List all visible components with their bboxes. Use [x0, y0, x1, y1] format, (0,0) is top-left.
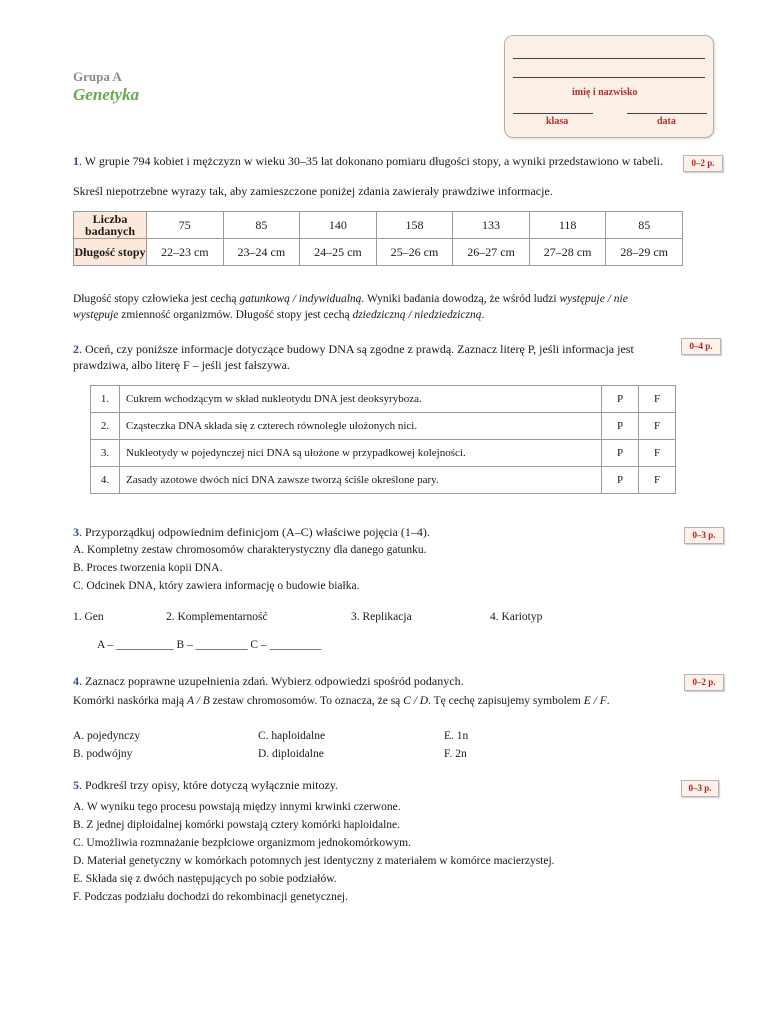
date-line[interactable] [627, 113, 707, 114]
points-badge: 0–2 p. [683, 155, 723, 172]
question-2-number: 2 [73, 342, 79, 356]
table-row [91, 440, 676, 467]
strike-option-2[interactable]: występuje / nie występuje [73, 293, 628, 321]
mitosis-option[interactable]: E. Składa się z dwóch następujących po sobie podziałów. [73, 873, 337, 885]
dna-true-false-table [90, 385, 676, 494]
question-5-prompt: . Podkreśl trzy opisy, które dotyczą wyłącznie mitozy. [79, 778, 339, 792]
topic-title: Genetyka [73, 85, 140, 104]
table-cell: 85 [223, 212, 300, 239]
choice-cd[interactable]: C / D [403, 695, 429, 707]
definition-item: B. Proces tworzenia kopii DNA. [73, 562, 223, 574]
table-row [91, 386, 676, 413]
class-label: klasa [546, 116, 569, 127]
question-1-text [73, 153, 673, 169]
mitosis-option[interactable]: A. W wyniku tego procesu powstają między innymi krwinki czerwone. [73, 801, 401, 813]
true-option[interactable]: P [602, 386, 639, 413]
table-cell: 27–28 cm [529, 239, 606, 266]
true-option[interactable]: P [602, 413, 639, 440]
question-5-options [73, 798, 693, 906]
question-1-instruction: Skreśl niepotrzebne wyrazy tak, aby zamieszczone poniżej zdania zawierały prawdziwe informacje. [73, 184, 553, 198]
mitosis-option[interactable]: C. Umożliwia rozmnażanie bezpłciowe organizmom jednokomórkowym. [73, 837, 411, 849]
table-cell: 85 [606, 212, 683, 239]
sentence-part: Długość stopy człowieka jest cechą [73, 293, 240, 305]
term-item: 4. Kariotyp [490, 611, 543, 623]
question-2-prompt: . Oceń, czy poniższe informacje dotyczące budowy DNA są zgodne z prawdą. Zaznacz literę P, jeśli informacja jest prawdziwa, albo literę F – jeśli jest fałszywa. [73, 342, 634, 372]
term-item: 2. Komplementarność [166, 611, 268, 623]
student-info-box [504, 35, 714, 138]
mitosis-option[interactable]: F. Podczas podziału dochodzi do rekombinacji genetycznej. [73, 891, 348, 903]
name-line-1[interactable] [513, 58, 705, 59]
table-cell: 23–24 cm [223, 239, 300, 266]
table-row [74, 239, 683, 266]
statement: Cukrem wchodzącym w skład nukleotydu DNA jest deoksyryboza. [120, 386, 602, 413]
points-badge: 0–2 p. [684, 674, 724, 691]
question-5-number: 5 [73, 778, 79, 792]
row-number: 1. [91, 386, 120, 413]
false-option[interactable]: F [639, 413, 676, 440]
question-4-number: 4 [73, 674, 79, 688]
sentence-part: zestaw chromosomów. To oznacza, że są [209, 695, 404, 707]
sentence-part: . Tę cechę zapisujemy symbolem [428, 695, 584, 707]
table-cell: 118 [529, 212, 606, 239]
definition-item: C. Odcinek DNA, który zawiera informację o budowie białka. [73, 580, 360, 592]
true-option[interactable]: P [602, 440, 639, 467]
false-option[interactable]: F [639, 386, 676, 413]
question-3-number: 3 [73, 525, 79, 539]
table-header-cell: Długość stopy [74, 239, 147, 266]
term-item: 1. Gen [73, 611, 104, 623]
question-4-text [73, 673, 673, 689]
statement: Zasady azotowe dwóch nici DNA zawsze tworzą ściśle określone pary. [120, 467, 602, 494]
question-3-definitions [73, 541, 427, 595]
question-3-text [73, 524, 673, 540]
date-label: data [657, 116, 676, 127]
true-option[interactable]: P [602, 467, 639, 494]
table-cell: 22–23 cm [147, 239, 224, 266]
strike-option-1[interactable]: gatunkową / indywidualną [239, 293, 362, 305]
mitosis-option[interactable]: D. Materiał genetyczny w komórkach potomnych jest identyczny z materiałem w komórce macierzystej. [73, 855, 555, 867]
table-row [91, 413, 676, 440]
points-badge: 0–4 p. [681, 338, 721, 355]
false-option[interactable]: F [639, 467, 676, 494]
class-line[interactable] [513, 113, 593, 114]
choice-ab[interactable]: A / B [187, 695, 210, 707]
table-cell: 75 [147, 212, 224, 239]
false-option[interactable]: F [639, 440, 676, 467]
name-label: imię i nazwisko [572, 87, 638, 98]
option-item[interactable]: B. podwójny [73, 748, 133, 760]
option-item[interactable]: A. pojedynczy [73, 730, 141, 742]
table-cell: 26–27 cm [453, 239, 530, 266]
sentence-part: zmienność organizmów. Długość stopy jest cechą [118, 309, 353, 321]
choice-ef[interactable]: E / F [583, 695, 607, 707]
option-item[interactable]: D. diploidalne [258, 748, 324, 760]
points-badge: 0–3 p. [684, 527, 724, 544]
term-item: 3. Replikacja [351, 611, 412, 623]
table-cell: 28–29 cm [606, 239, 683, 266]
question-4-prompt: . Zaznacz poprawne uzupełnienia zdań. Wybierz odpowiedzi spośród podanych. [79, 674, 464, 688]
question-4-sentence [73, 693, 673, 709]
table-cell: 25–26 cm [376, 239, 453, 266]
option-item[interactable]: E. 1n [444, 730, 469, 742]
question-2-text [73, 341, 678, 373]
table-cell: 133 [453, 212, 530, 239]
sentence-part: Komórki naskórka mają [73, 695, 188, 707]
mitosis-option[interactable]: B. Z jednej diploidalnej komórki powstają cztery komórki haploidalne. [73, 819, 401, 831]
foot-length-table [73, 211, 683, 266]
row-number: 3. [91, 440, 120, 467]
table-row [91, 467, 676, 494]
question-1-sentences [73, 291, 673, 323]
table-header-cell: Liczba badanych [74, 212, 147, 239]
sentence-part: . [481, 309, 485, 321]
option-item[interactable]: F. 2n [444, 748, 467, 760]
table-row [74, 212, 683, 239]
definition-item: A. Kompletny zestaw chromosomów charakterystyczny dla danego gatunku. [73, 544, 427, 556]
sentence-part: . Wyniki badania dowodzą, że wśród ludzi [361, 293, 560, 305]
strike-option-3[interactable]: dziedziczną / niedziedziczną [352, 309, 482, 321]
table-cell: 158 [376, 212, 453, 239]
statement: Cząsteczka DNA składa się z czterech równolegle ułożonych nici. [120, 413, 602, 440]
sentence-part: . [606, 695, 610, 707]
row-number: 4. [91, 467, 120, 494]
question-1-prompt: . W grupie 794 kobiet i mężczyzn w wieku 30–35 lat dokonano pomiaru długości stopy, a wyniki przedstawiono w tabeli. [79, 154, 663, 168]
table-cell: 24–25 cm [300, 239, 377, 266]
row-number: 2. [91, 413, 120, 440]
name-line-2[interactable] [513, 77, 705, 78]
question-3-prompt: . Przyporządkuj odpowiednim definicjom (A–C) właściwe pojęcia (1–4). [79, 525, 430, 539]
statement: Nukleotydy w pojedynczej nici DNA są ułożone w przypadkowej kolejności. [120, 440, 602, 467]
option-item[interactable]: C. haploidalne [258, 730, 326, 742]
question-1-number: 1 [73, 154, 79, 168]
question-5-text [73, 777, 673, 793]
table-cell: 140 [300, 212, 377, 239]
answer-blanks[interactable]: A – __________ B – _________ C – _________ [97, 639, 322, 651]
points-badge: 0–3 p. [681, 780, 719, 797]
group-label: Grupa A [73, 69, 122, 84]
